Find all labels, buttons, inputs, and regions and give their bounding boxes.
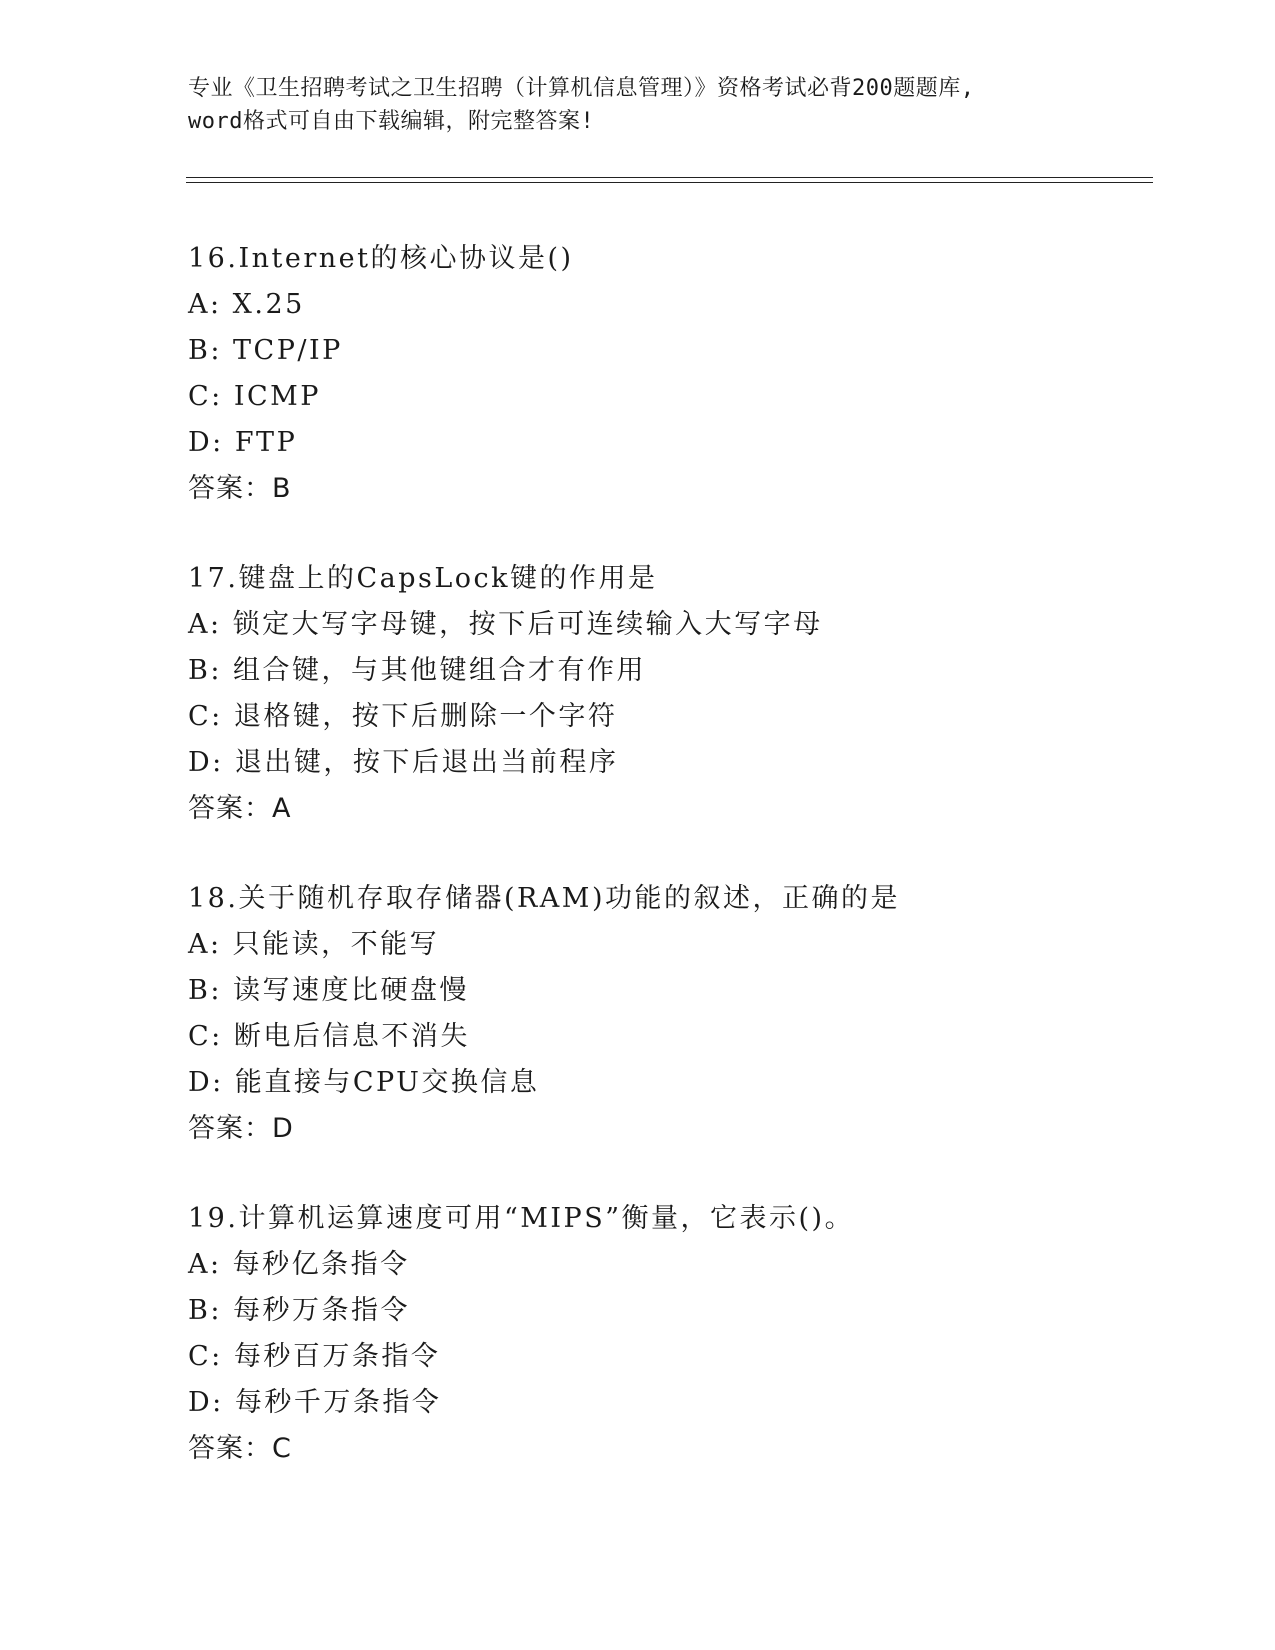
- answer: 答案：D: [188, 1113, 294, 1144]
- option-b: B: 每秒万条指令: [188, 1295, 411, 1326]
- option-d: D: 能直接与CPU交换信息: [188, 1067, 540, 1098]
- header-title-line-1: 专业《卫生招聘考试之卫生招聘（计算机信息管理）》资格考试必背200题题库,: [188, 76, 975, 101]
- answer: 答案：C: [188, 1433, 292, 1464]
- answer: 答案：A: [188, 793, 292, 824]
- question-17: [188, 556, 1168, 876]
- answer: 答案：B: [188, 473, 292, 504]
- option-b: B: TCP/IP: [188, 335, 343, 366]
- option-d: D: 每秒千万条指令: [188, 1387, 442, 1418]
- question-list: [188, 236, 1168, 1516]
- option-a: A: 每秒亿条指令: [188, 1249, 410, 1280]
- option-c: C: 每秒百万条指令: [188, 1341, 441, 1372]
- option-c: C: 断电后信息不消失: [188, 1021, 470, 1052]
- option-a: A: X.25: [188, 289, 305, 320]
- document-header: [188, 72, 1088, 138]
- question-stem: 16.Internet的核心协议是(): [188, 243, 574, 274]
- option-c: C: ICMP: [188, 381, 321, 412]
- option-a: A: 锁定大写字母键，按下后可连续输入大写字母: [188, 609, 823, 640]
- question-stem: 17.键盘上的CapsLock键的作用是: [188, 563, 658, 594]
- option-d: D: 退出键，按下后退出当前程序: [188, 747, 619, 778]
- option-a: A: 只能读，不能写: [188, 929, 440, 960]
- header-divider-top: [186, 177, 1153, 178]
- option-d: D: FTP: [188, 427, 298, 458]
- option-b: B: 组合键，与其他键组合才有作用: [188, 655, 647, 686]
- question-18: [188, 876, 1168, 1196]
- question-stem: 19.计算机运算速度可用“MIPS”衡量，它表示()。: [188, 1203, 855, 1234]
- option-b: B: 读写速度比硬盘慢: [188, 975, 470, 1006]
- option-c: C: 退格键，按下后删除一个字符: [188, 701, 618, 732]
- question-19: [188, 1196, 1168, 1516]
- question-stem: 18.关于随机存取存储器(RAM)功能的叙述，正确的是: [188, 883, 900, 914]
- header-divider-bottom: [186, 182, 1153, 183]
- question-16: [188, 236, 1168, 556]
- header-title-line-2: word格式可自由下载编辑，附完整答案!: [188, 109, 595, 134]
